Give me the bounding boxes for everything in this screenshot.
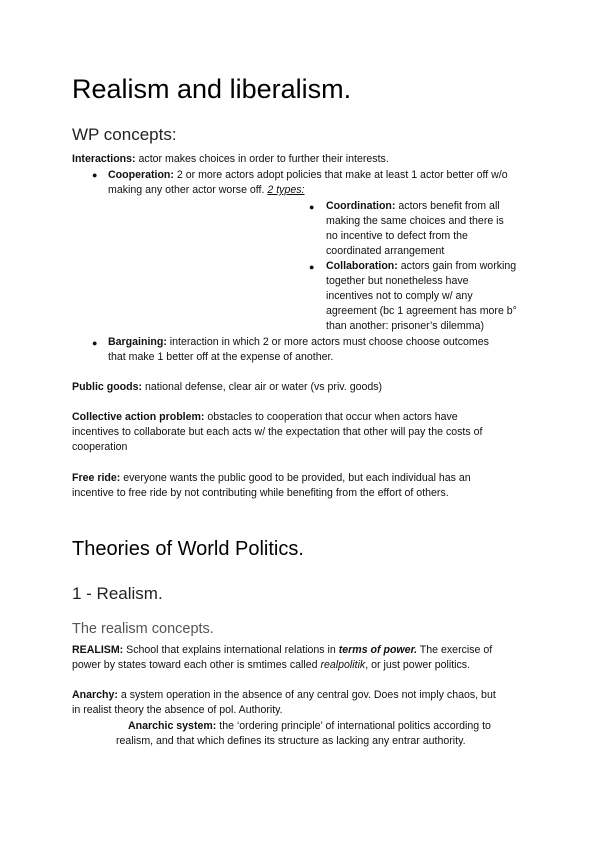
wp-concepts-heading: WP concepts: [72, 125, 177, 144]
collective-action-line-2: incentives to collaborate but each acts w/ the expectation that other will pay the costs of [72, 426, 483, 438]
cooperation-term: Cooperation: [108, 169, 174, 181]
anarchy-term: Anarchy: [72, 689, 118, 701]
coordination-line-4: coordinated arrangement [326, 245, 445, 257]
bargaining-term: Bargaining: [108, 336, 167, 348]
anarchy-line-1: Anarchy: a system operation in the absence of any central gov. Does not imply chaos, but [72, 689, 496, 701]
collective-action-line-3: cooperation [72, 441, 128, 453]
two-types-label: 2 types: [267, 184, 305, 196]
realism-term: REALISM: [72, 644, 124, 656]
interactions-text: actor makes choices in order to further their interests. [135, 153, 389, 165]
theories-heading: Theories of World Politics. [72, 538, 304, 560]
collaboration-line-4: agreement (bc 1 agreement has more b° [326, 305, 517, 317]
cooperation-line-1: Cooperation: 2 or more actors adopt policies that make at least 1 actor better off w/o [108, 169, 508, 181]
free-ride-term: Free ride: [72, 472, 121, 484]
collective-action-term: Collective action problem: [72, 411, 205, 423]
free-ride-line-2: incentive to free ride by not contributing while benefiting from the effort of others. [72, 487, 449, 499]
interactions-paragraph [72, 152, 389, 168]
bullet-icon: ● [92, 338, 98, 348]
bullet-icon: ● [309, 202, 315, 212]
anarchic-system-line-1: Anarchic system: the ‘ordering principle’ of international politics according to [128, 720, 491, 732]
realism-line-2: power by states toward each other is smtimes called realpolitik, or just power politics. [72, 659, 471, 671]
bargaining-line-1: Bargaining: interaction in which 2 or more actors must choose choose outcomes [108, 336, 489, 348]
collaboration-line-2: together but nonetheless have [326, 275, 469, 287]
anarchy-line-2: in realist theory the absence of pol. Authority. [72, 704, 283, 716]
coordination-term: Coordination: [326, 200, 396, 212]
interactions-term: Interactions: [72, 153, 136, 165]
coordination-line-2: making the same choices and there is [326, 215, 504, 227]
bullet-icon: ● [309, 262, 315, 272]
collaboration-term: Collaboration: [326, 260, 398, 272]
bargaining-line-2: that make 1 better off at the expense of another. [108, 351, 334, 363]
realism-line-1: REALISM: School that explains international relations in terms of power. The exercise of [72, 644, 493, 656]
public-goods-paragraph: Public goods: national defense, clear air or water (vs priv. goods) [72, 381, 383, 393]
coordination-line-3: no incentive to defect from the [326, 230, 468, 242]
free-ride-line-1: Free ride: everyone wants the public good to be provided, but each individual has an [72, 472, 471, 484]
collective-action-line-1: Collective action problem: obstacles to cooperation that occur when actors have [72, 411, 458, 423]
coordination-line-1: Coordination: actors benefit from all [326, 200, 500, 212]
collaboration-line-5: than another: prisoner’s dilemma) [326, 320, 485, 332]
anarchic-system-term: Anarchic system: [128, 720, 217, 732]
anarchic-system-line-2: realism, and that which defines its structure as lacking any entrar authority. [116, 735, 466, 747]
realism-concepts-heading: The realism concepts. [72, 621, 214, 637]
cooperation-line-2: making any other actor worse off. 2 types: [108, 184, 305, 196]
public-goods-term: Public goods: [72, 381, 143, 393]
collaboration-line-1: Collaboration: actors gain from working [326, 260, 517, 272]
bullet-icon: ● [92, 170, 98, 180]
terms-of-power-emphasis: terms of power. [338, 644, 418, 656]
realism-heading: 1 - Realism. [72, 584, 163, 603]
realpolitik-emphasis: realpolitik [320, 659, 366, 671]
page-title: Realism and liberalism. [72, 74, 352, 104]
collaboration-line-3: incentives not to comply w/ any [326, 290, 473, 302]
